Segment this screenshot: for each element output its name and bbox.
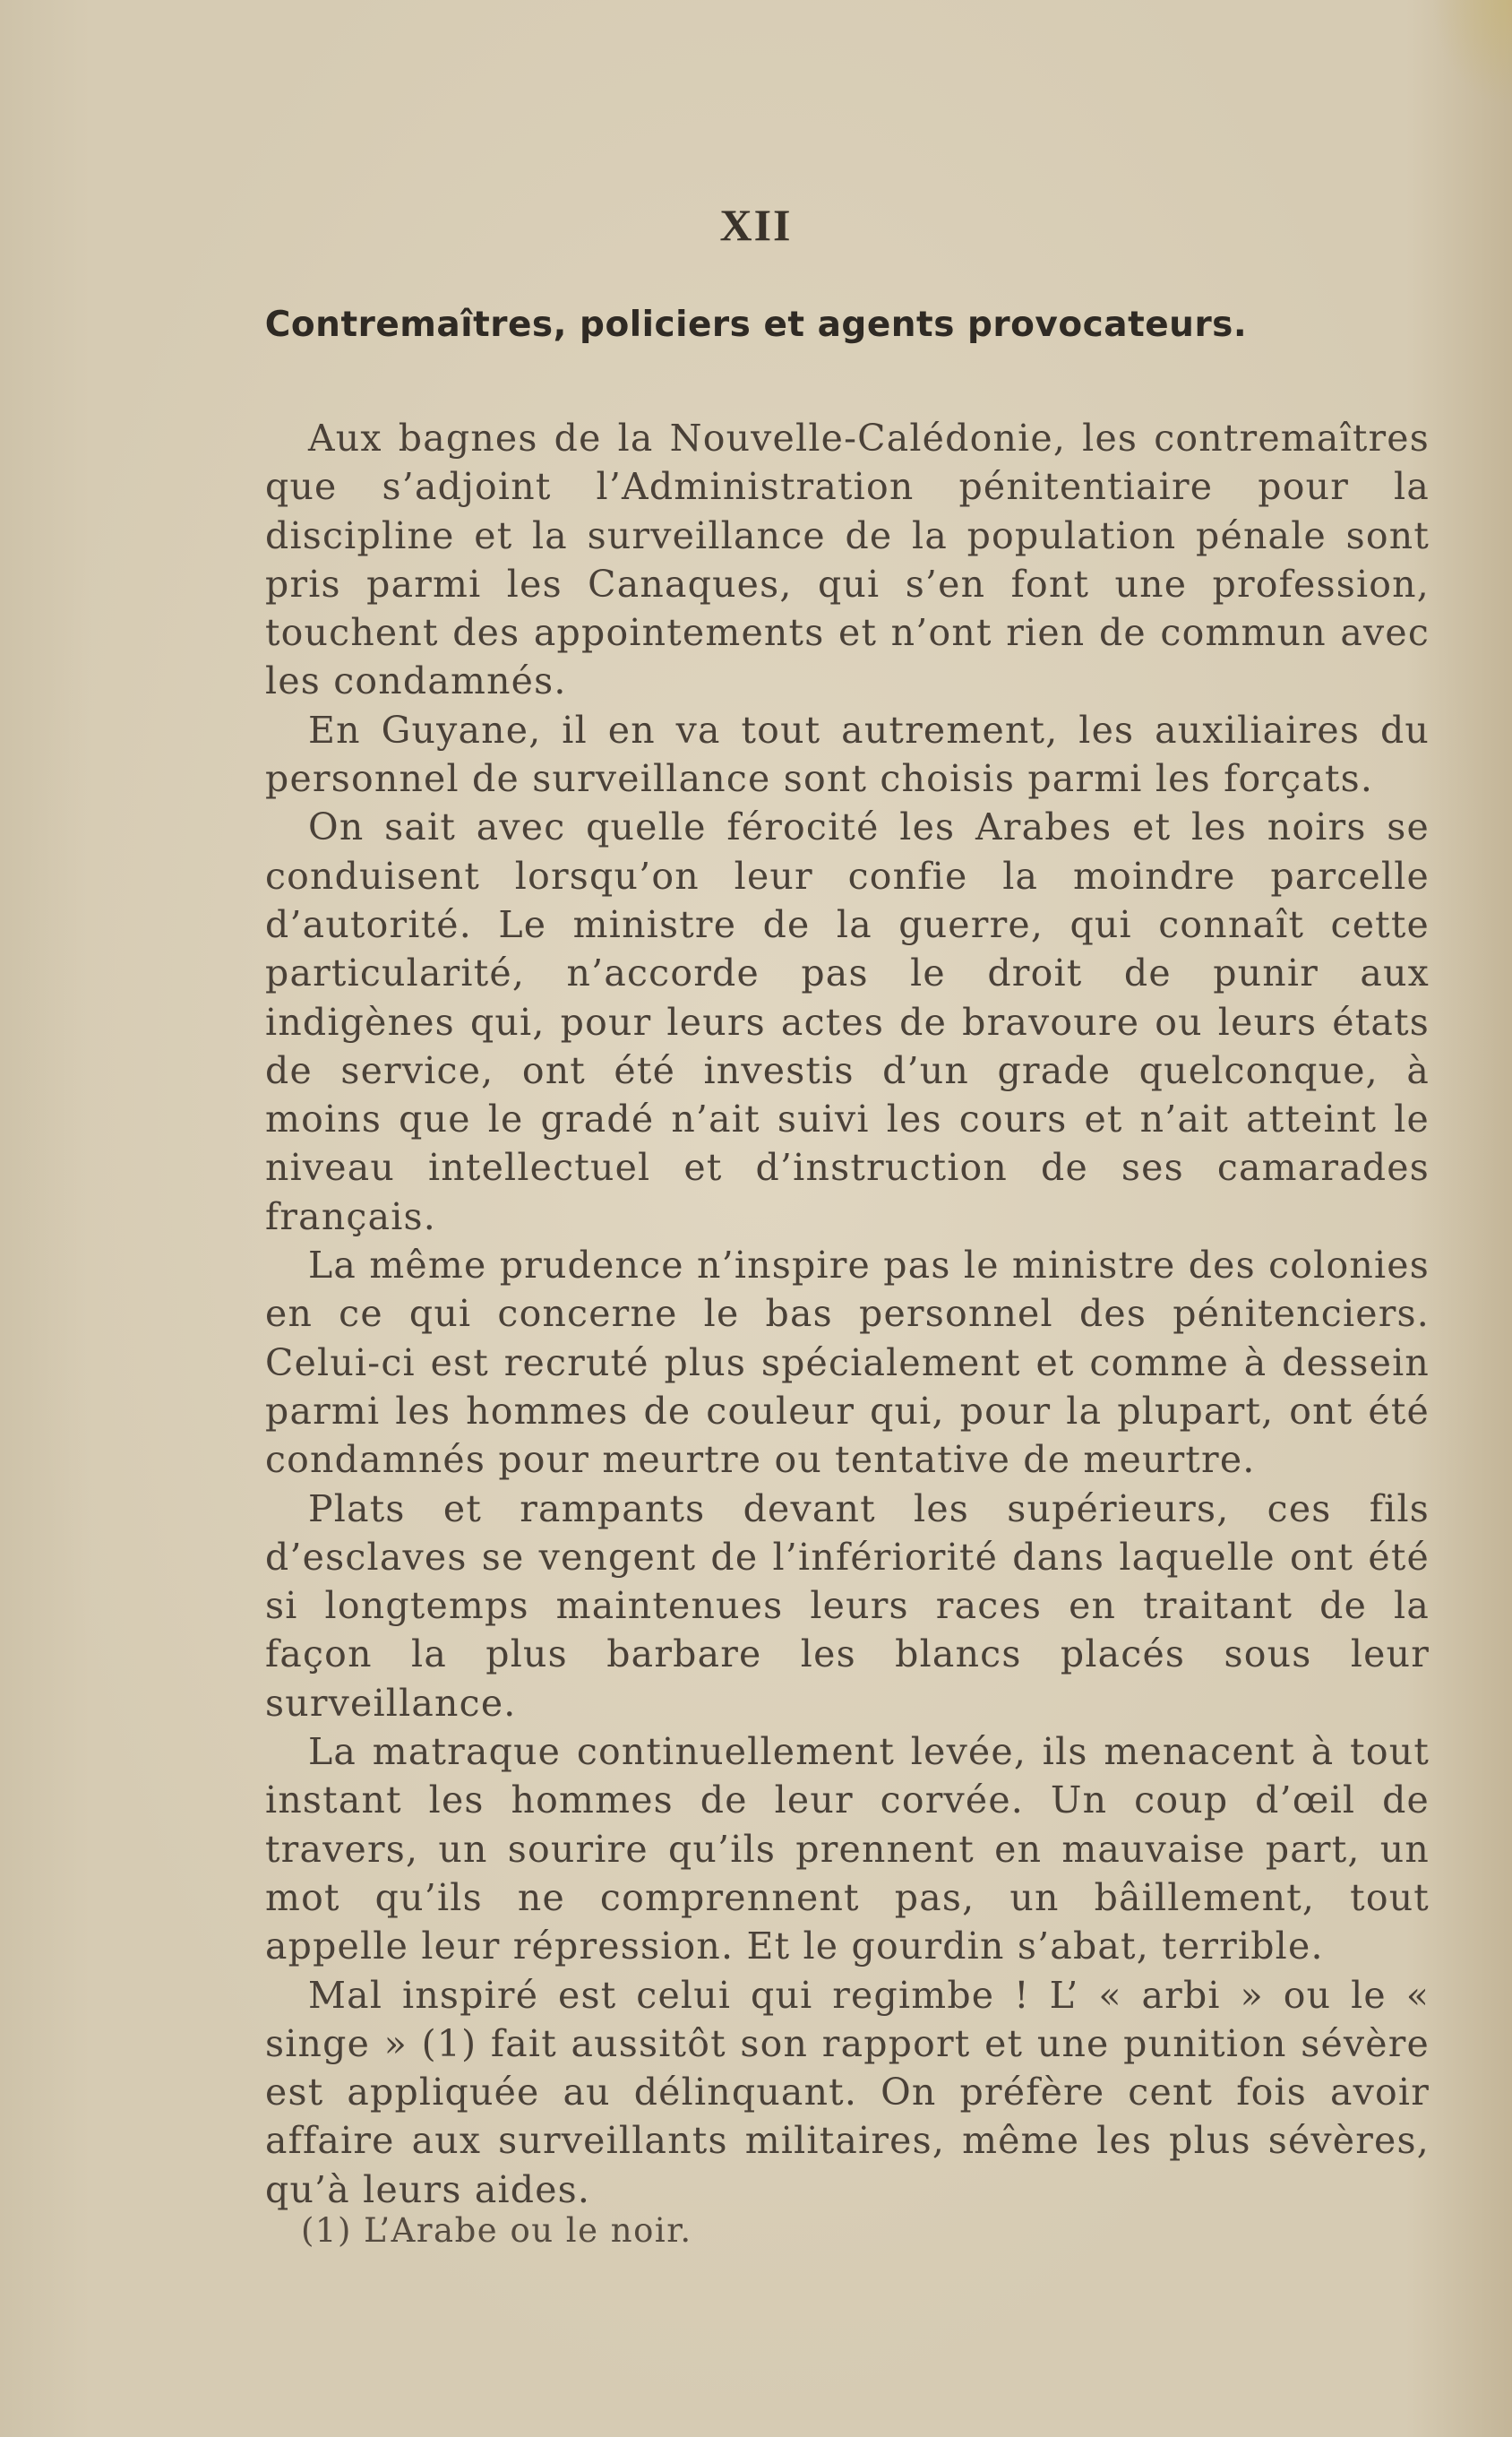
paragraph: Aux bagnes de la Nouvelle-Calédonie, les contremaîtres que s’adjoint l’Administration pénitentiaire pour la discipline et la surveillance de la population pénale sont pris parmi les Canaques, qui s’en font une profession, touchent des appointements et n’ont rien de commun avec les condamnés. [265,417,1430,703]
paragraph: En Guyane, il en va tout autrement, les auxiliaires du personnel de surveillance sont choisis parmi les forçats. [265,708,1430,801]
footnote: (1) L’Arabe ou le noir. [301,2211,692,2250]
chapter-body [265,414,1430,2214]
paragraph: Mal inspiré est celui qui regimbe ! L’ « arbi » ou le « singe » (1) fait aussitôt son rapport et une punition sévère est appliquée au délinquant. On préfère cent fois avoir affaire aux surveillants militaires, même les plus sévères, qu’à leurs aides. [265,1973,1430,2211]
chapter-title: Contremaîtres, policiers et agents provocateurs. [264,305,1248,345]
paragraph: La matraque continuellement levée, ils menacent à tout instant les hommes de leur corvée. Un coup d’œil de travers, un sourire qu’ils prennent en mauvaise part, un mot qu’ils ne comprennent pas, un bâillement, tout appelle leur répression. Et le gourdin s’abat, terrible. [265,1730,1430,1968]
paragraph: On sait avec quelle férocité les Arabes et les noirs se conduisent lorsqu’on leur confie la moindre parcelle d’autorité. Le ministre de la guerre, qui connaît cette particularité, n’accorde pas le droit de punir aux indigènes qui, pour leurs actes de bravoure ou leurs états de service, ont été investis d’un grade quelconque, à moins que le gradé n’ait suivi les cours et n’ait atteint le niveau intellectuel et d’instruction de ses camarades français. [265,805,1430,1238]
paragraph: Plats et rampants devant les supérieurs, ces fils d’esclaves se vengent de l’infériorité dans laquelle ont été si longtemps maintenues leurs races en traitant de la façon la plus barbare les blancs placés sous leur surveillance. [265,1486,1430,1725]
page-corner-stain [1431,0,1512,108]
paragraph: La même prudence n’inspire pas le ministre des colonies en ce qui concerne le bas personnel des pénitenciers. Celui-ci est recruté plus spécialement et comme à dessein parmi les hommes de couleur qui, pour la plupart, ont été condamnés pour meurtre ou tentative de meurtre. [265,1244,1430,1482]
chapter-number: XII [719,200,793,250]
